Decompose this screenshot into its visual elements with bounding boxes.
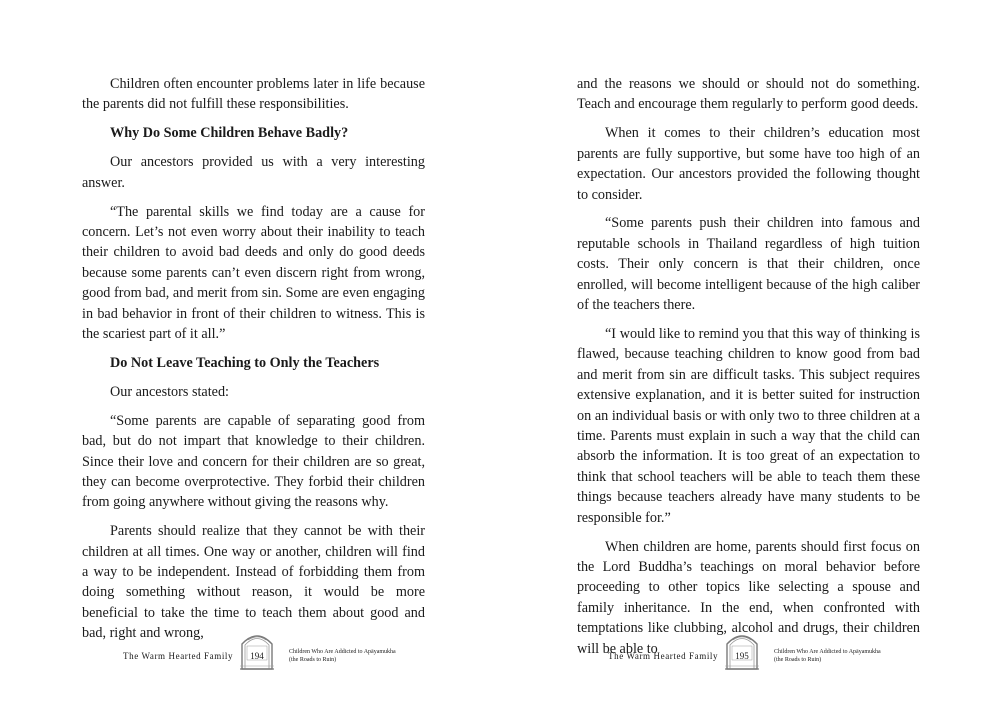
paragraph: Children often encounter problems later in life because the parents did not fulfill these responsibilities. [82, 76, 425, 113]
section-heading: Do Not Leave Teaching to Only the Teachers [110, 354, 380, 371]
paragraph: “I would like to remind you that this way of thinking is flawed, because teaching children to know good from bad and merit from sin are difficult tasks. This subject requires extensive explanation, and it is better suited for instruction on an individual basis or with only two to three children at a time. Parents must explain in such a way that the child can absorb the information. It is too great of an expectation to think that school teachers will be able to teach them these things because teachers already have many students to be responsible for.” [577, 325, 920, 526]
paragraph: When children are home, parents should first focus on the Lord Buddha’s teachings on moral behavior before proceeding to other topics like selecting a spouse and family inheritance. In the end, when confronted with temptations like clubbing, alcohol and drugs, their children will be able to [577, 538, 920, 657]
right-page-body [577, 74, 920, 667]
chapter-title-line: Children Who Are Addicted to Apāyamukha [774, 649, 881, 655]
section-heading: Why Do Some Children Behave Badly? [110, 125, 349, 142]
page-footer [500, 628, 1000, 672]
chapter-title-line: (the Roads to Ruin) [774, 657, 822, 663]
paragraph: “Some parents push their children into famous and reputable schools in Thailand regardless of high tuition costs. Their only concern is that their children, once enrolled, will become intelligent because of the high caliber of the teachers there. [577, 215, 920, 314]
page-footer [0, 628, 500, 672]
paragraph: “Some parents are capable of separating good from bad, but do not impart that knowledge to their children. Since their love and concern for their children are so great, they can become overprotective. They forbid their children from going anywhere without giving the reasons why. [82, 412, 425, 511]
paragraph: “The parental skills we find today are a cause for concern. Let’s not even worry about their inability to teach their children to avoid bad deeds and only do good deeds because some parents can’t even discern right from wrong, good from bad, and merit from sin. Some are even engaging in bad behavior in front of their children to witness. This is the scariest part of it all.” [82, 203, 425, 342]
temple-arch-icon [239, 630, 275, 670]
chapter-title-line: (the Roads to Ruin) [289, 657, 337, 663]
paragraph: Our ancestors stated: [110, 383, 229, 400]
paragraph: When it comes to their children’s education most parents are fully supportive, but some have too high of an expectation. Our ancestors provided the following thought to consider. [577, 125, 920, 203]
chapter-title-line: Children Who Are Addicted to Apāyamukha [289, 649, 396, 655]
paragraph: Parents should realize that they cannot be with their children at all times. One way or another, children will find a way to be independent. Instead of forbidding them from doing something without reason, it would be more beneficial to take the time to teach them about good and bad, right and wrong, [82, 523, 425, 642]
page-number: 194 [250, 651, 264, 661]
book-title: The Warm Hearted Family [123, 651, 234, 661]
paragraph: Our ancestors provided us with a very interesting answer. [82, 154, 425, 191]
book-title: The Warm Hearted Family [608, 651, 719, 661]
right-page [500, 0, 1000, 707]
page-number: 195 [735, 651, 749, 661]
chapter-title [289, 648, 409, 664]
temple-arch-icon [724, 630, 760, 670]
paragraph: and the reasons we should or should not do something. Teach and encourage them regularly to perform good deeds. [577, 76, 920, 113]
left-page-body [82, 74, 425, 652]
chapter-title [774, 648, 894, 664]
